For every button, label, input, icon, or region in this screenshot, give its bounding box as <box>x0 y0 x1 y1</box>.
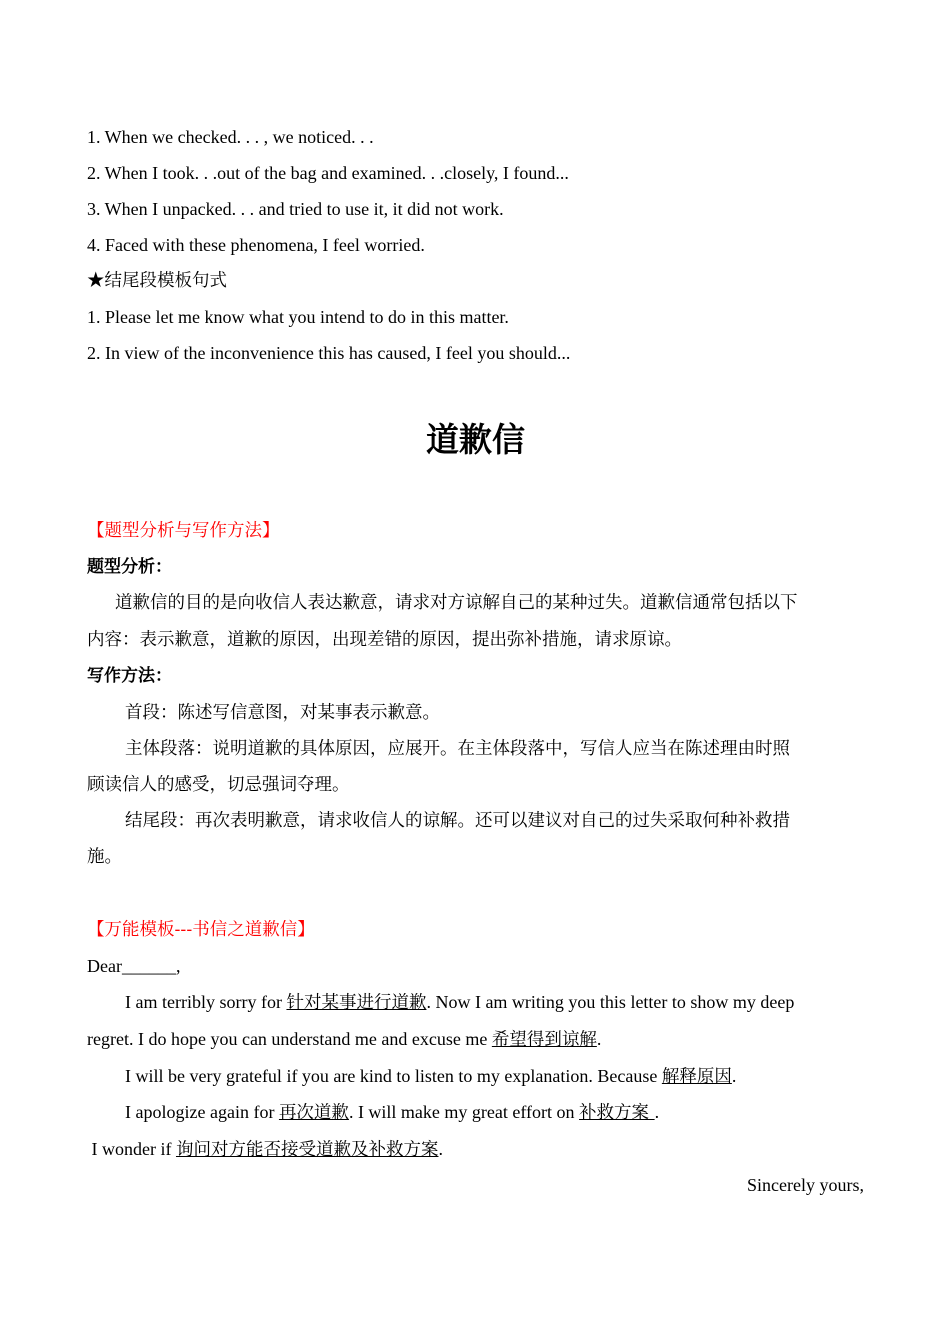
letter-blank: 再次道歉 <box>278 1103 349 1123</box>
type-text-line-1: 道歉信的目的是向收信人表达歉意，请求对方谅解自己的某种过失。道歉信通常包括以下 <box>115 593 798 613</box>
complaint-sentence-1: 1. When we checked. . . , we noticed. . . <box>87 127 374 147</box>
letter-signoff: Sincerely yours, <box>747 1175 864 1195</box>
letter-blank: 询问对方能否接受道歉及补救方案 <box>175 1140 439 1160</box>
letter-paragraph-1-cont <box>87 1027 601 1052</box>
letter-text: I will be very grateful if you are kind to listen to my explanation. Because <box>125 1066 662 1086</box>
letter-text: . <box>596 1029 602 1049</box>
type-label: 题型分析： <box>87 557 172 577</box>
complaint-sentence-3: 3. When I unpacked. . . and tried to use it, it did not work. <box>87 199 504 219</box>
method-end-line-1: 结尾段：再次表明歉意，请求收信人的谅解。还可以建议对自己的过失采取何种补救措 <box>125 811 790 831</box>
template-heading: 【万能模板---书信之道歉信】 <box>87 920 315 940</box>
letter-paragraph-2 <box>125 1064 736 1089</box>
letter-paragraph-4 <box>87 1137 443 1162</box>
closing-heading: ★结尾段模板句式 <box>87 271 227 291</box>
letter-text: . <box>654 1102 660 1122</box>
letter-text: regret. I do hope you can understand me and excuse me <box>87 1029 492 1049</box>
letter-text: . Now I am writing you this letter to show my deep <box>426 992 795 1012</box>
closing-sentence-1: 1. Please let me know what you intend to do in this matter. <box>87 307 509 327</box>
method-label: 写作方法： <box>87 666 172 686</box>
letter-text: I wonder if <box>87 1139 176 1159</box>
complaint-sentence-2: 2. When I took. . .out of the bag and examined. . .closely, I found... <box>87 163 569 183</box>
letter-text: . <box>438 1139 443 1159</box>
section-title: 道歉信 <box>426 420 525 459</box>
closing-sentence-2: 2. In view of the inconvenience this has caused, I feel you should... <box>87 343 571 363</box>
type-text-line-2: 内容：表示歉意，道歉的原因，出现差错的原因，提出弥补措施，请求原谅。 <box>87 630 682 650</box>
letter-text: . I will make my great effort on <box>348 1102 580 1122</box>
letter-paragraph-1 <box>125 990 794 1015</box>
analysis-heading: 【题型分析与写作方法】 <box>87 521 280 541</box>
letter-blank: 补救方案 <box>579 1103 655 1123</box>
method-end-line-2: 施。 <box>87 847 122 867</box>
complaint-sentence-4: 4. Faced with these phenomena, I feel worried. <box>87 235 425 255</box>
letter-blank: 针对某事进行道歉 <box>286 993 427 1013</box>
letter-blank: 希望得到谅解 <box>491 1030 597 1050</box>
letter-paragraph-3 <box>125 1100 659 1125</box>
method-body-line-2: 顾读信人的感受，切忌强词夺理。 <box>87 775 350 795</box>
letter-blank: 解释原因 <box>661 1067 732 1087</box>
method-first: 首段：陈述写信意图，对某事表示歉意。 <box>125 703 440 723</box>
letter-salutation: Dear______, <box>87 956 181 976</box>
letter-text: I apologize again for <box>125 1102 279 1122</box>
method-body-line-1: 主体段落：说明道歉的具体原因，应展开。在主体段落中，写信人应当在陈述理由时照 <box>125 739 790 759</box>
letter-text: . <box>731 1066 737 1086</box>
letter-text: I am terribly sorry for <box>125 992 287 1012</box>
